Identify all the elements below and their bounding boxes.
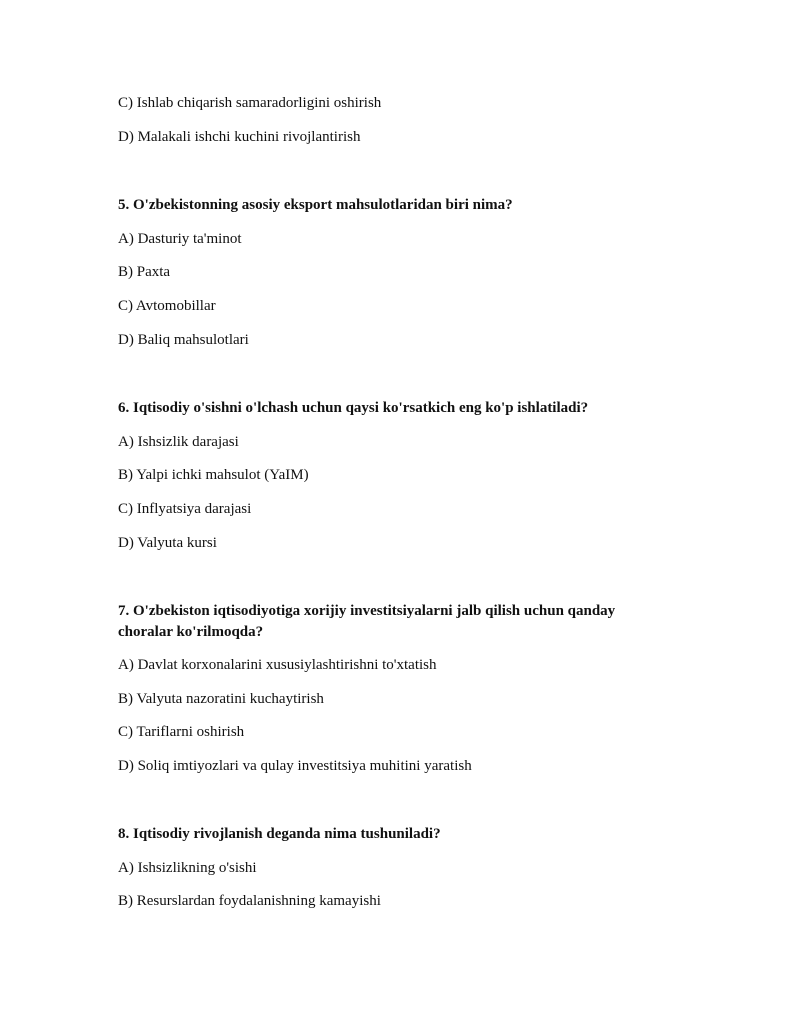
question-7: 7. O'zbekiston iqtisodiyotiga xorijiy investitsiyalarni jalb qilish uchun qanday choralar ko'rilmoqda?	[118, 603, 616, 640]
option-5c: C) Avtomobillar	[118, 298, 216, 314]
option-6b: B) Yalpi ichki mahsulot (YaIM)	[118, 467, 309, 483]
option-6d: D) Valyuta kursi	[118, 535, 217, 551]
option-6c: C) Inflyatsiya darajasi	[118, 501, 252, 517]
option-7b: B) Valyuta nazoratini kuchaytirish	[118, 691, 324, 707]
option-8a: A) Ishsizlikning o'sishi	[118, 860, 257, 876]
option-6a: A) Ishsizlik darajasi	[118, 434, 239, 450]
option-4d: D) Malakali ishchi kuchini rivojlantirish	[118, 129, 361, 145]
option-5a: A) Dasturiy ta'minot	[118, 231, 242, 247]
question-8: 8. Iqtisodiy rivojlanish deganda nima tushuniladi?	[118, 826, 441, 842]
option-5b: B) Paxta	[118, 264, 171, 280]
option-8b: B) Resurslardan foydalanishning kamayishi	[118, 893, 381, 909]
option-7a: A) Davlat korxonalarini xususiylashtirishni to'xtatish	[118, 657, 437, 673]
option-5d: D) Baliq mahsulotlari	[118, 332, 249, 348]
question-5: 5. O'zbekistonning asosiy eksport mahsulotlaridan biri nima?	[118, 197, 513, 213]
option-4c: C) Ishlab chiqarish samaradorligini oshirish	[118, 95, 382, 111]
option-7c: C) Tariflarni oshirish	[118, 724, 245, 740]
option-7d: D) Soliq imtiyozlari va qulay investitsiya muhitini yaratish	[118, 758, 472, 774]
question-6: 6. Iqtisodiy o'sishni o'lchash uchun qaysi ko'rsatkich eng ko'p ishlatiladi?	[118, 400, 589, 416]
